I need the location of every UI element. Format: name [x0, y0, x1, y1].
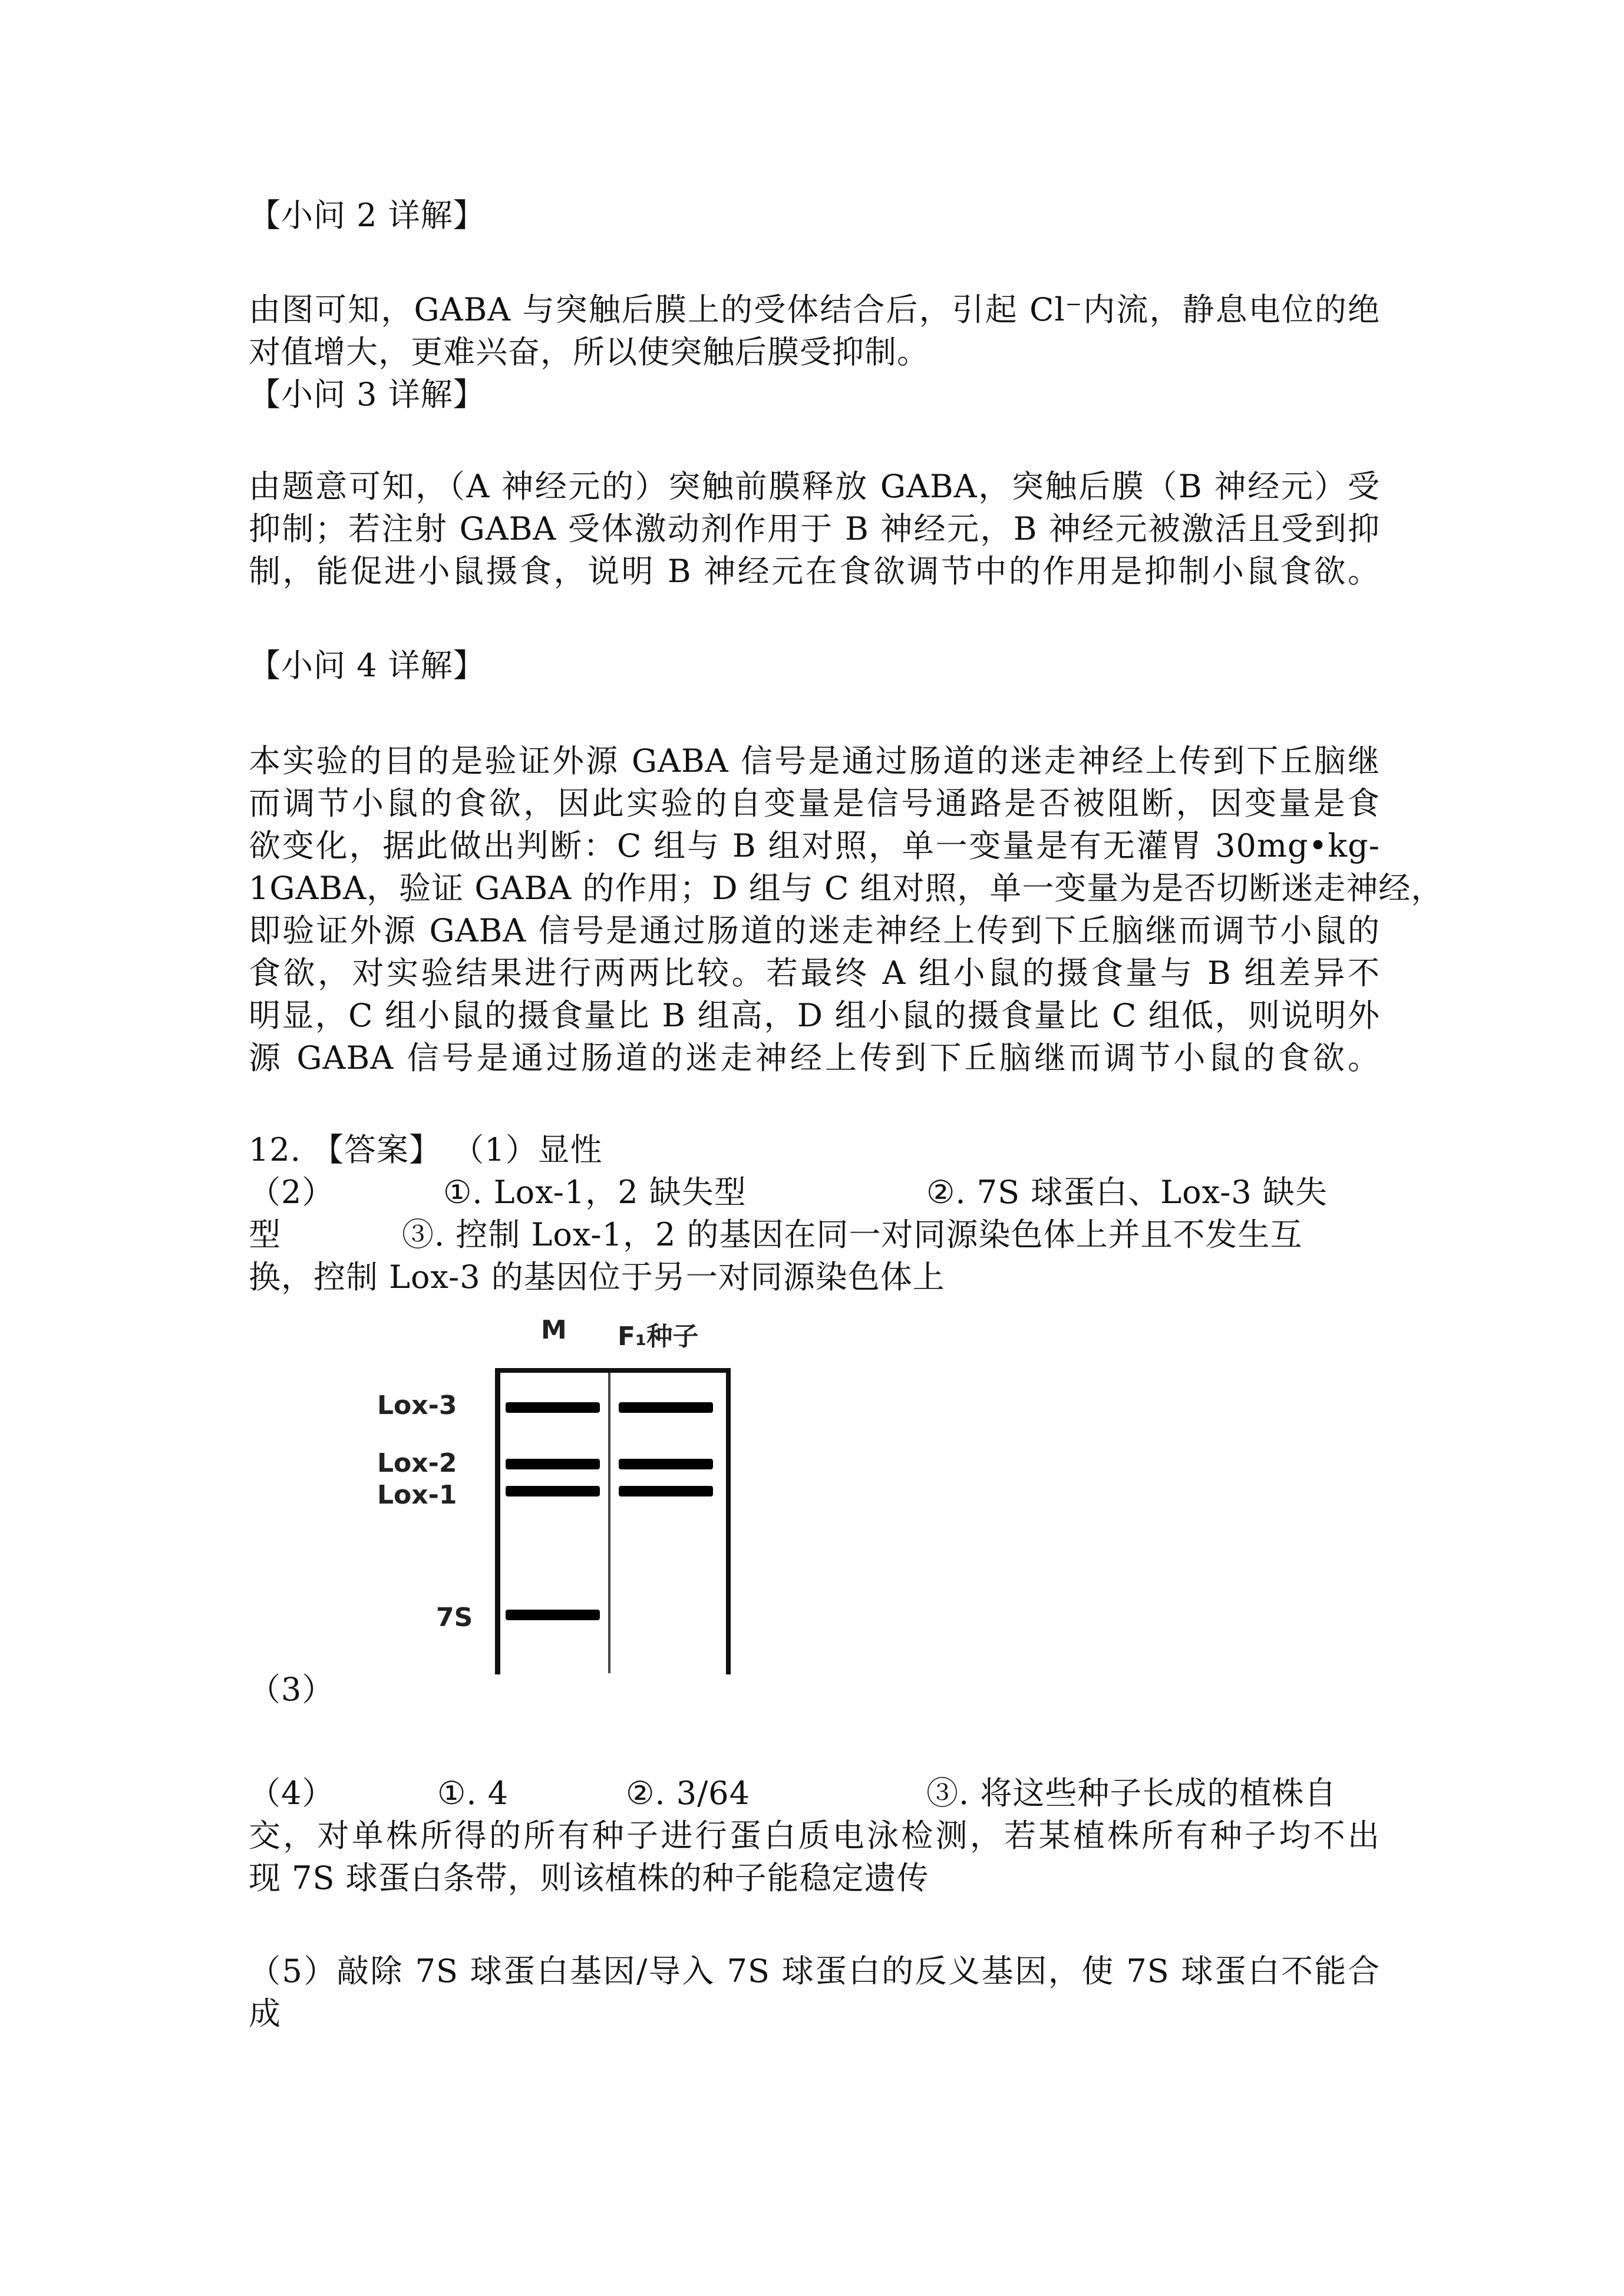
band-m-lox-2 — [506, 1459, 600, 1469]
q4-line-8: 源 GABA 信号是通过肠道的迷走神经上传到下丘脑继而调节小鼠的食欲。 — [249, 1039, 1380, 1076]
q2-line-2: 对值增大，更难兴奋，所以使突触后膜受抑制。 — [249, 333, 929, 371]
q12-part2-line-3: 换，控制 Lox-3 的基因位于另一对同源染色体上 — [249, 1258, 945, 1296]
q12-part2-c-head: 型 — [249, 1216, 281, 1253]
band-m-7s — [506, 1610, 600, 1620]
q4-line-3: 欲变化，据此做出判断：C 组与 B 组对照，单一变量是有无灌胃 30mg•kg- — [249, 827, 1380, 864]
q12-answer-line — [249, 1129, 1380, 1171]
q2-line-1: 由图可知，GABA 与突触后膜上的受体结合后，引起 Cl⁻内流，静息电位的绝 — [249, 291, 1380, 328]
q4-line-5: 即验证外源 GABA 信号是通过肠道的迷走神经上传到下丘脑继而调节小鼠的 — [249, 912, 1380, 949]
lane-label-f1-seed: F₁种子 — [618, 1322, 699, 1352]
lane-separator — [608, 1373, 610, 1673]
q12-part2-label: （2） — [249, 1174, 335, 1211]
q12-part2-b: ②. 7S 球蛋白、Lox-3 缺失 — [926, 1174, 1328, 1211]
q12-part4-c: ③. 将这些种子长成的植株自 — [926, 1775, 1337, 1812]
band-m-lox-1 — [506, 1486, 600, 1496]
q12-part4-label: （4） — [249, 1775, 335, 1812]
q12-part2-line-2 — [249, 1214, 1380, 1256]
marker-lox-3: Lox-3 — [377, 1390, 457, 1420]
q12-part3-label: （3） — [249, 1671, 335, 1708]
q12-answer-tag: 【答案】 — [312, 1131, 442, 1168]
gel-frame — [495, 1368, 731, 1674]
q12-part5-line-1: （5）敲除 7S 球蛋白基因/导入 7S 球蛋白的反义基因，使 7S 球蛋白不能合 — [249, 1953, 1380, 1990]
band-f1-lox-2 — [619, 1459, 713, 1469]
q4-line-6: 食欲，对实验结果进行两两比较。若最终 A 组小鼠的摄食量与 B 组差异不 — [249, 954, 1380, 992]
marker-lox-2: Lox-2 — [377, 1448, 457, 1478]
marker-lox-1: Lox-1 — [377, 1480, 457, 1510]
band-m-lox-3 — [506, 1402, 600, 1413]
q12-part5-line-2: 成 — [249, 1995, 281, 2032]
band-f1-lox-3 — [619, 1402, 713, 1413]
q4-line-4: 1GABA，验证 GABA 的作用；D 组与 C 组对照，单一变量为是否切断迷走神经， — [249, 870, 1444, 907]
q12-part2-a: ①. Lox-1，2 缺失型 — [443, 1174, 747, 1211]
q4-line-2: 而调节小鼠的食欲，因此实验的自变量是信号通路是否被阻断，因变量是食 — [249, 785, 1380, 822]
q2-heading: 【小问 2 详解】 — [249, 197, 486, 234]
q12-part4-line-2: 交，对单株所得的所有种子进行蛋白质电泳检测，若某植株所有种子均不出 — [249, 1817, 1380, 1854]
lane-label-m: M — [541, 1315, 567, 1345]
marker-7s: 7S — [436, 1603, 473, 1633]
band-f1-lox-1 — [619, 1486, 713, 1496]
q3-line-1: 由题意可知，（A 神经元的）突触前膜释放 GABA，突触后膜（B 神经元）受 — [249, 468, 1380, 505]
gel-electrophoresis-figure — [354, 1314, 766, 1697]
q4-line-7: 明显，C 组小鼠的摄食量比 B 组高，D 组小鼠的摄食量比 C 组低，则说明外 — [249, 997, 1380, 1034]
q12-part2-c: ③. 控制 Lox-1，2 的基因在同一对同源染色体上并且不发生互 — [402, 1216, 1303, 1253]
q12-number: 12. — [249, 1131, 301, 1168]
q4-heading: 【小问 4 详解】 — [249, 647, 486, 684]
q12-part1: （1）显性 — [452, 1131, 603, 1168]
q12-part4-line-3: 现 7S 球蛋白条带，则该植株的种子能稳定遗传 — [249, 1859, 929, 1897]
q3-line-3: 制，能促进小鼠摄食，说明 B 神经元在食欲调节中的作用是抑制小鼠食欲。 — [249, 553, 1380, 590]
q12-part4-a: ①. 4 — [437, 1775, 509, 1812]
q12-part2-line-1 — [249, 1171, 1380, 1214]
q3-line-2: 抑制；若注射 GABA 受体激动剂作用于 B 神经元，B 神经元被激活且受到抑 — [249, 510, 1380, 547]
q12-part4-line-1 — [249, 1772, 1380, 1815]
q3-heading: 【小问 3 详解】 — [249, 376, 486, 413]
q4-line-1: 本实验的目的是验证外源 GABA 信号是通过肠道的迷走神经上传到下丘脑继 — [249, 742, 1380, 779]
q12-part4-b: ②. 3/64 — [626, 1775, 751, 1812]
